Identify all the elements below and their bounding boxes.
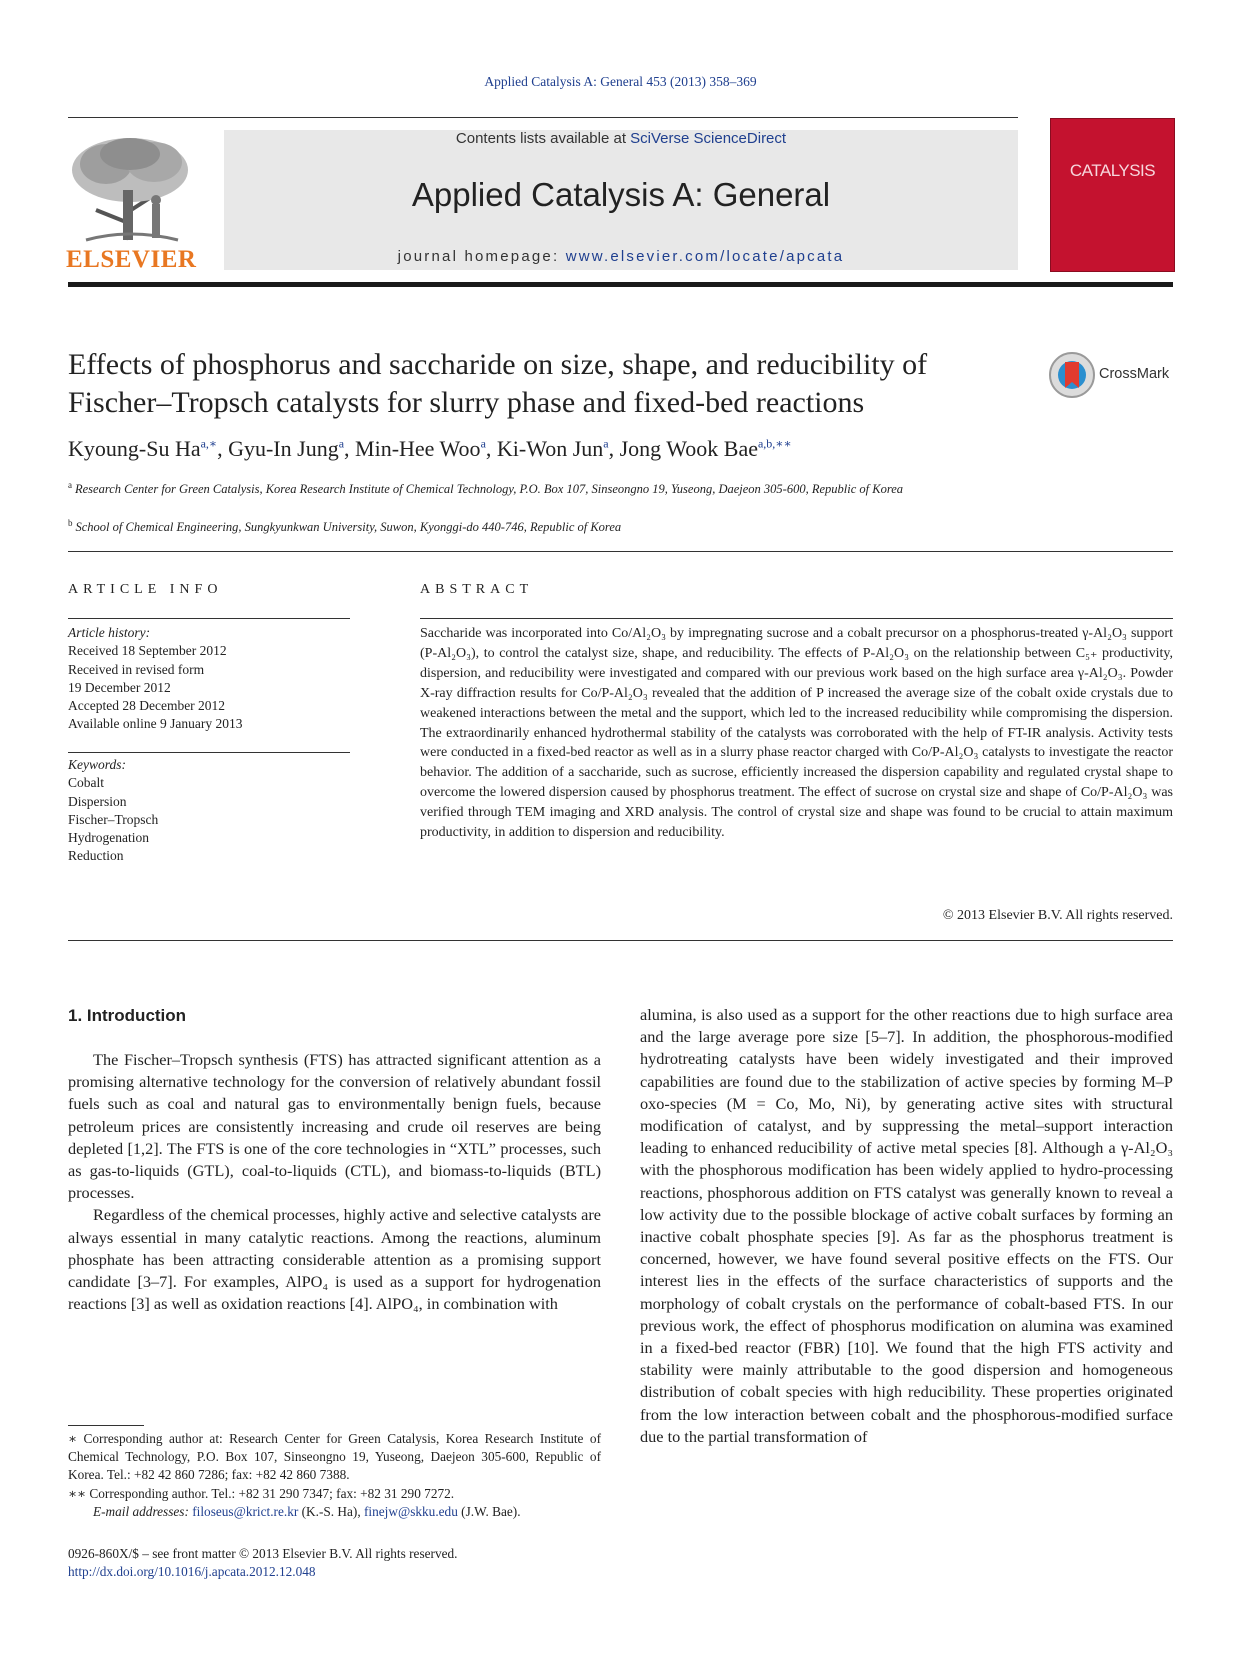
- affiliation-b-label: b: [68, 518, 73, 528]
- header-thick-rule: [68, 282, 1173, 287]
- affiliation-b: [68, 514, 1028, 536]
- history-item: Accepted 28 December 2012: [68, 698, 226, 714]
- copyright-notice: © 2013 Elsevier B.V. All rights reserved.: [942, 908, 1173, 923]
- footnotes: [68, 1430, 601, 1521]
- email-label: E-mail addresses:: [93, 1503, 193, 1519]
- header-top-rule: [68, 117, 1018, 118]
- abstract-end-rule: [68, 940, 1173, 941]
- journal-cover-thumbnail[interactable]: [1050, 118, 1175, 272]
- contents-prefix: Contents lists available at: [455, 130, 631, 147]
- journal-citation[interactable]: Applied Catalysis A: General 453 (2013) 358–369: [484, 74, 757, 89]
- author-affiliation-mark[interactable]: a: [480, 436, 486, 451]
- article-history: [68, 624, 350, 734]
- author-name: Ki-Won Jun: [496, 436, 604, 461]
- body-column-right: [640, 1004, 1173, 1448]
- issn-line: 0926-860X/$ – see front matter © 2013 Elsevier B.V. All rights reserved.: [68, 1546, 458, 1561]
- article-info-rule: [68, 618, 350, 619]
- body-column-left: [68, 1049, 601, 1315]
- history-item: Received in revised form: [68, 661, 205, 677]
- paragraph: alumina, is also used as a support for the other reactions due to high surface area and the large average pore size [5–7]. In addition, the phosphorous-modified hydrotreating catalysts have been widely investigated and their improved capabilities are found due to the stabilization of active species by forming M–P oxo-species (M = Co, Mo, Ni), by generating active sites with structural modification of catalyst, and by suppressing the metal–support interaction leading to enhanced reducibility of active metal species [8]. Although a γ-Al₂O₃ with the phosphorous modification has been widely applied to hydro-processing reactions, phosphorous addition on FTS catalyst was generally known to reveal a low activity due to the possible blockage of active cobalt surfaces by forming an inactive cobalt phosphate species [9]. As far as the phosphorus treatment is concerned, however, we have found several positive effects on the FTS. Our interest lies in the effects of the surface characteristics of supports and the morphology of cobalt crystals on the performance of cobalt-based FTS. In our previous work, the effect of phosphorus modification on alumina was examined in a fixed-bed reactor (FBR) [10]. We found that the high FTS activity and stability were mainly attributable to the good dispersion and homogeneous distribution of cobalt species with high reducibility. These properties originated from the low interaction between cobalt and the phosphorous-modified surface due to the partial transformation of: [640, 1005, 1173, 1446]
- author-name: Jong Wook Bae: [619, 436, 758, 461]
- section-heading-introduction: 1. Introduction: [68, 1006, 187, 1025]
- keyword: Reduction: [68, 848, 124, 864]
- author-name: Min-Hee Woo: [355, 436, 481, 461]
- author-affiliation-mark[interactable]: a: [338, 436, 345, 451]
- footnote-emails: [68, 1503, 601, 1521]
- footnote-corresponding-2: ∗∗ Corresponding author. Tel.: +82 31 290 7347; fax: +82 31 290 7272.: [68, 1485, 455, 1501]
- keywords-list: [68, 756, 350, 866]
- history-item: Available online 9 January 2013: [68, 716, 243, 732]
- keywords-label: Keywords:: [68, 757, 126, 772]
- front-matter: [68, 1545, 601, 1581]
- history-item: 19 December 2012: [68, 679, 171, 695]
- keywords-rule: [68, 752, 350, 753]
- author-affiliation-mark[interactable]: a: [603, 436, 609, 451]
- elsevier-wordmark: ELSEVIER: [66, 246, 197, 273]
- email-link-bae[interactable]: finejw@skku.edu: [364, 1503, 458, 1519]
- contents-available-line: [224, 130, 1018, 147]
- history-item: Received 18 September 2012: [68, 643, 227, 659]
- keyword: Cobalt: [68, 775, 104, 791]
- affiliation-b-text: School of Chemical Engineering, Sungkyunkwan University, Suwon, Kyonggi-do 440-746, Republic of Korea: [75, 520, 622, 535]
- affiliation-a-label: a: [68, 480, 72, 490]
- journal-homepage-line: [224, 248, 1018, 265]
- affiliation-a: [68, 476, 1028, 498]
- article-info-heading: ARTICLE INFO: [68, 582, 223, 597]
- abstract-heading: ABSTRACT: [420, 582, 534, 597]
- footnote-rule: [68, 1425, 144, 1426]
- homepage-prefix: journal homepage:: [397, 248, 566, 265]
- author-name: Gyu-In Jung: [228, 436, 339, 461]
- author-affiliation-mark[interactable]: a,∗: [200, 436, 218, 451]
- abstract-text: Saccharide was incorporated into Co/Al₂O₃ by impregnating sucrose and a cobalt precursor on a phosphorus-treated γ-Al₂O₃ support (P-Al₂O₃), to control the catalyst size, shape, and reducibility. The effects of P-Al₂O₃ on the relationship between C₅₊ productivity, dispersion, and reducibility were investigated and compared with our previous work based on the high surface area γ-Al₂O₃. Powder X-ray diffraction results for Co/P-Al₂O₃ revealed that the addition of P increased the average size of the cobalt oxide crystals due to weakened interactions between the metal and the support, which led to the increased reducibility while compromising the dispersion. The extraordinarily enhanced hydrothermal stability of the catalysts was corroborated with the help of FT-IR analysis. Activity tests were conducted in a fixed-bed reactor as well as in a slurry phase reactor charged with Co/P-Al₂O₃ catalysts to investigate the reactor behavior. The addition of a saccharide, such as sucrose, efficiently increased the dispersion capability and regulated crystal shape to overcome the lowered dispersion caused by phosphorus treatment. The effect of sucrose on crystal size and shape of Co/P-Al₂O₃ was verified through TEM imaging and XRD analysis. The control of crystal size and shape was found to be crucial to attain maximum productivity, in addition to dispersion and reducibility.: [420, 626, 1173, 841]
- journal-title: Applied Catalysis A: General: [411, 176, 831, 213]
- paragraph: Regardless of the chemical processes, highly active and selective catalysts are always essential in many catalytic reactions. Among the reactions, aluminum phosphate has been attracting considerable attention as a promising support candidate [3–7]. For examples, AlPO₄ is used as a support for hydrogenation reactions [3] as well as oxidation reactions [4]. AlPO₄, in combination with: [68, 1205, 601, 1314]
- doi-link[interactable]: http://dx.doi.org/10.1016/j.apcata.2012.12.048: [68, 1564, 316, 1580]
- keyword: Fischer–Tropsch: [68, 811, 159, 827]
- keyword: Dispersion: [68, 793, 127, 809]
- author-affiliation-mark[interactable]: a,b,∗∗: [757, 436, 792, 451]
- affiliation-a-text: Research Center for Green Catalysis, Korea Research Institute of Chemical Technology, P.O. Box 107, Sinseongno 19, Yuseong, Daejeon 305-600, Republic of Korea: [75, 482, 904, 497]
- email-owner-bae: (J.W. Bae).: [457, 1503, 521, 1519]
- journal-homepage-link[interactable]: www.elsevier.com/locate/apcata: [565, 248, 845, 265]
- keyword: Hydrogenation: [68, 830, 149, 846]
- email-owner-ha: (K.-S. Ha),: [298, 1503, 364, 1519]
- author-list: Kyoung-Su $Ha^{a,∗}$, Gyu-In Jung$^a$, Min-Hee Woo$^a$, Ki-Won Jun$^a$, Jong Wook Bae$^{a,b,∗∗}$: [68, 436, 792, 461]
- cover-title: CATALYSIS: [1069, 161, 1156, 180]
- email-link-ha[interactable]: filoseus@krict.re.kr: [192, 1503, 299, 1519]
- section-divider: [68, 551, 1173, 552]
- paragraph: The Fischer–Tropsch synthesis (FTS) has attracted significant attention as a promising alternative technology for the conversion of relatively abundant fossil fuels such as coal and natural gas to environmentally benign fuels, because petroleum prices are consistently increasing and crude oil reserves are being depleted [1,2]. The FTS is one of the core technologies in “XTL” processes, such as gas-to-liquids (GTL), coal-to-liquids (CTL), and biomass-to-liquids (BTL) processes.: [68, 1050, 601, 1203]
- footnote-corresponding-1: ∗ Corresponding author at: Research Center for Green Catalysis, Korea Research Institute of Chemical Technology, P.O. Box 107, Sinseongno 19, Yuseong, Daejeon 305-600, Republic of Korea. Tel.: +82 42 860 7286; fax: +82 42 860 7388.: [68, 1431, 601, 1483]
- author-name: Kyoung-Su Ha: [68, 436, 201, 461]
- article-history-label: Article history:: [68, 625, 151, 640]
- sciencedirect-link[interactable]: SciVerse ScienceDirect: [630, 130, 787, 147]
- crossmark-label[interactable]: CrossMark: [1099, 366, 1170, 382]
- article-title: Effects of phosphorus and saccharide on size, shape, and reducibility of Fischer–Tropsch catalysts for slurry phase and fixed-bed reactions: [68, 348, 928, 419]
- abstract-rule: [420, 618, 1173, 619]
